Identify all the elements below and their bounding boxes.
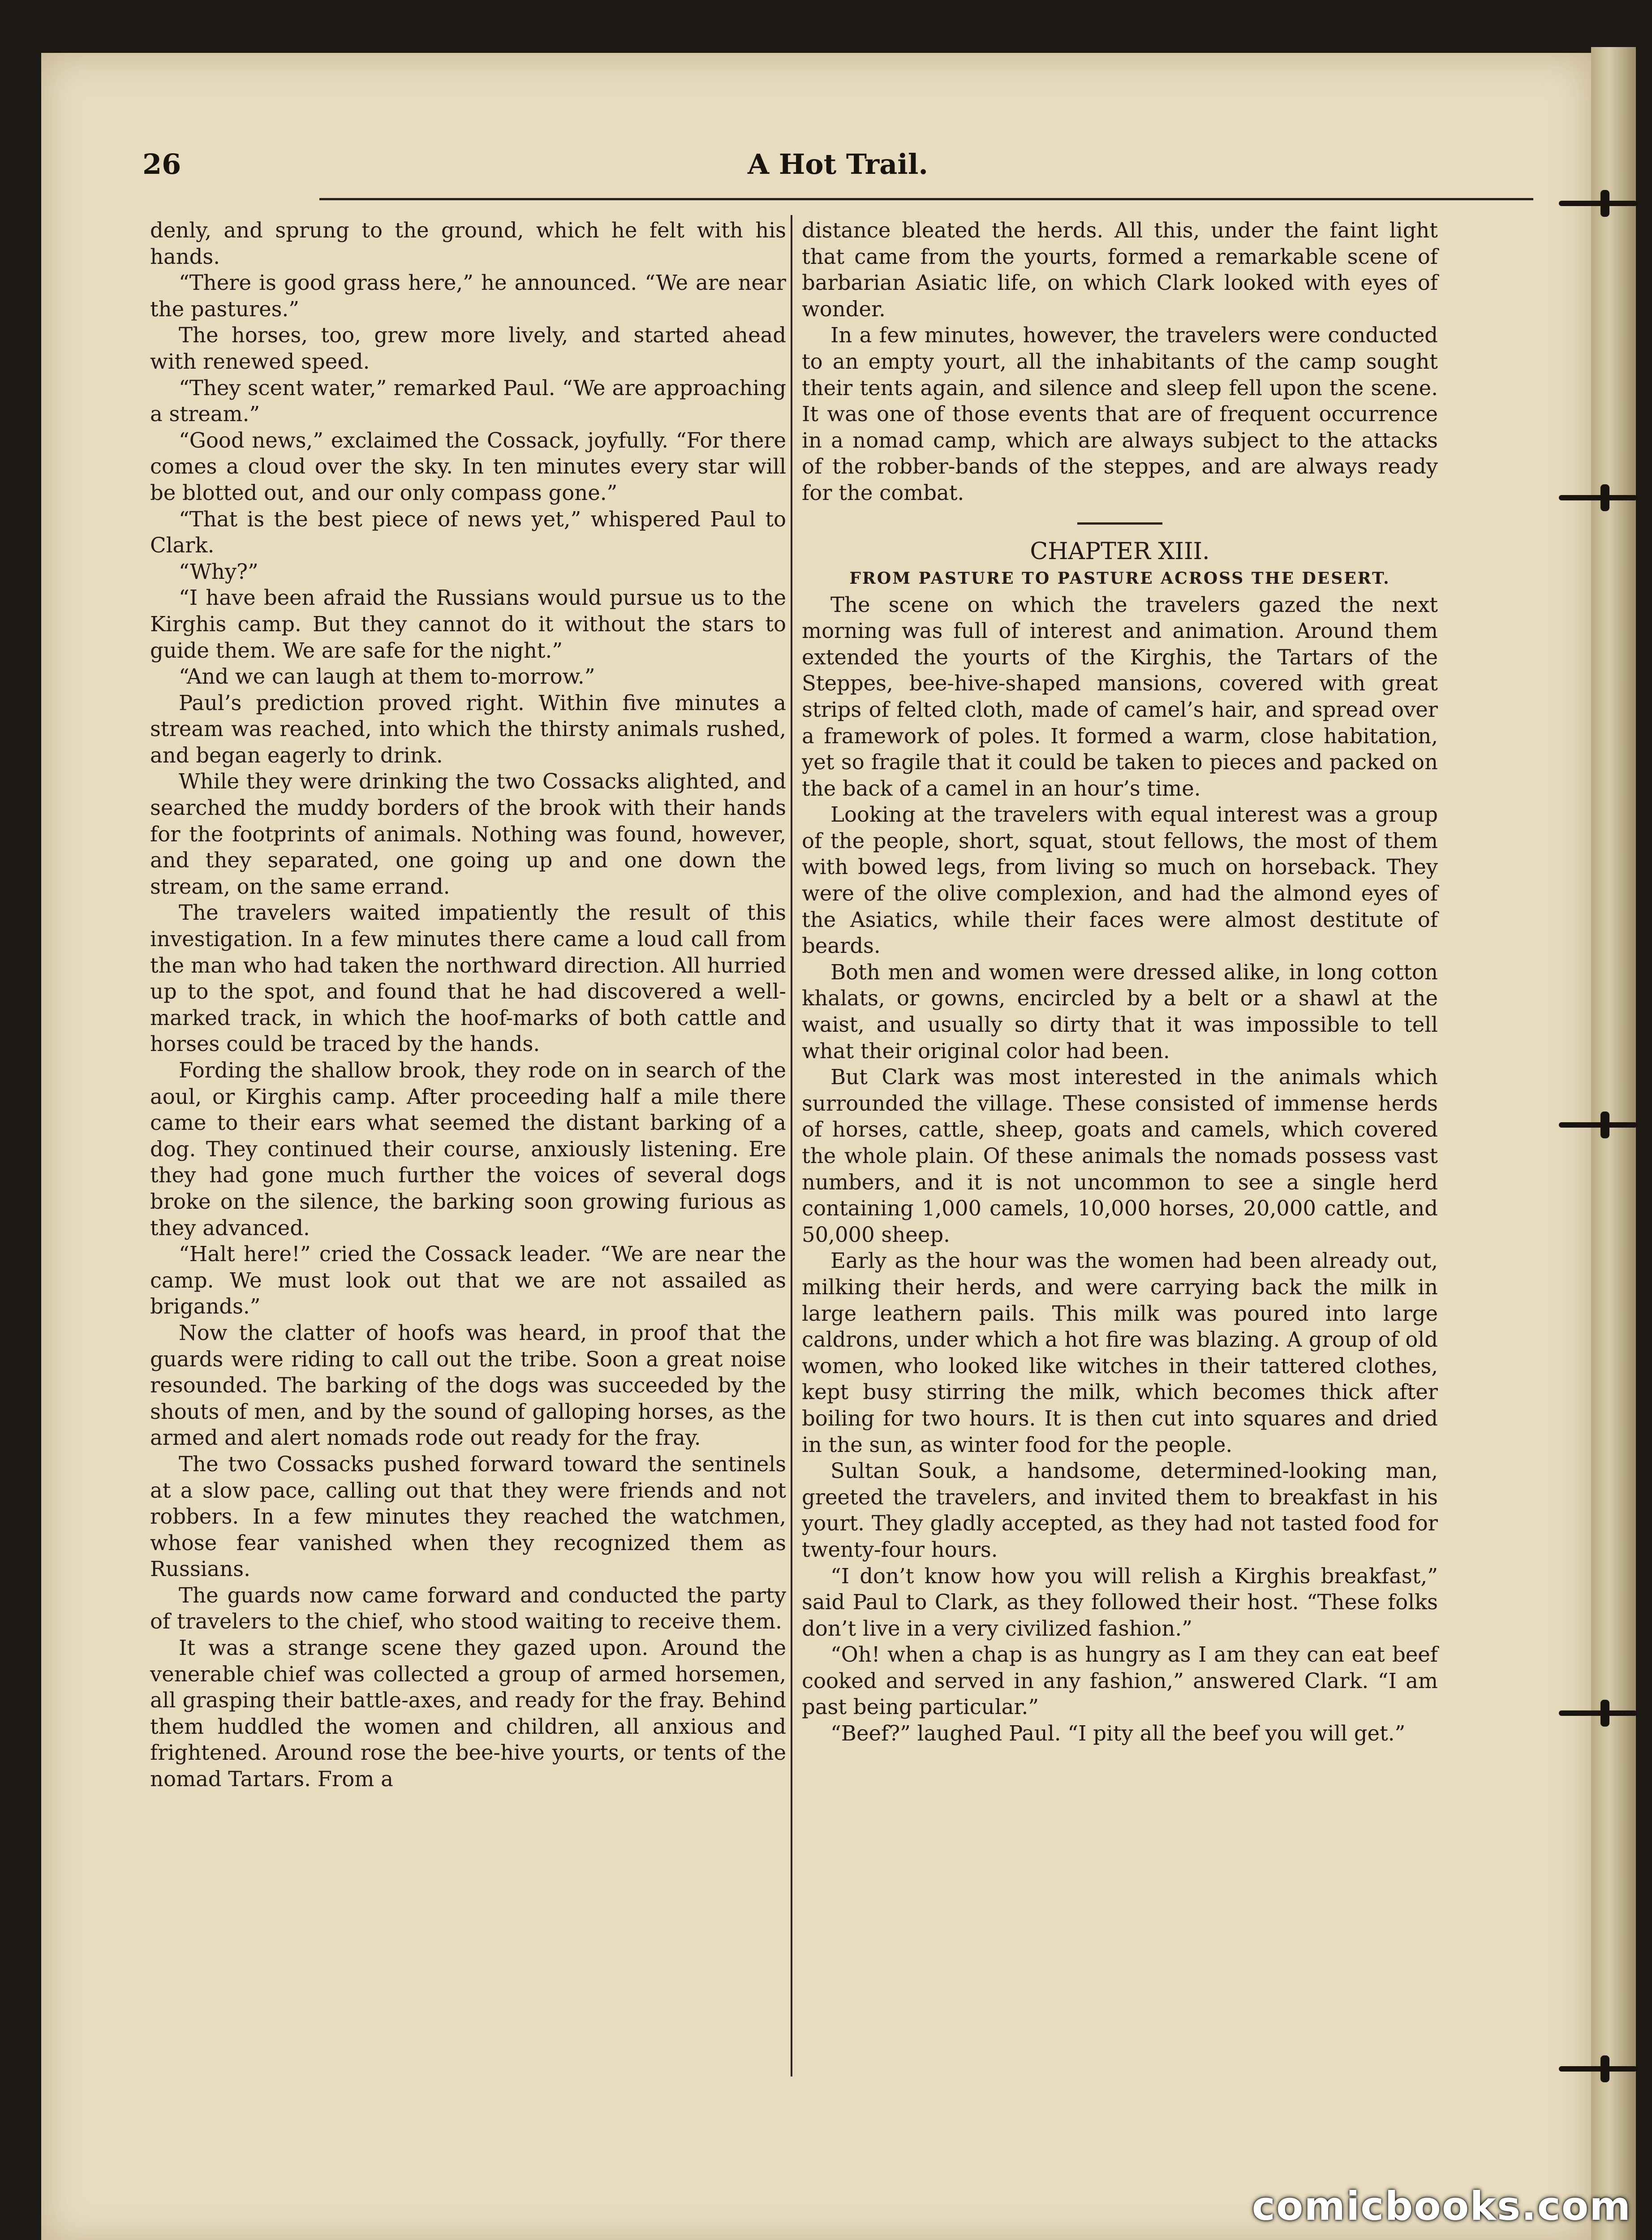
paragraph: Both men and women were dressed alike, in long cotton khalats, or gowns, encircled by a belt or a shawl at the waist, and usually so dirty that it was impossible to tell what their original color had been.: [802, 960, 1438, 1063]
paragraph: distance bleated the herds. All this, under the faint light that came from the yourts, formed a remarkable scene of barbarian Asiatic life, on which Clark looked with eyes of wonder.: [802, 218, 1438, 321]
paragraph: Fording the shallow brook, they rode on in search of the aoul, or Kirghis camp. After proceeding half a mile there came to their ears what seemed the distant barking of a dog. They continued their course, anxiously listening. Ere they had gone much further the voices of several dogs broke on the silence, the barking soon growing furious as they advanced.: [150, 1058, 786, 1240]
paragraph: In a few minutes, however, the travelers were conducted to an empty yourt, all the inhabitants of the camp sought their tents again, and silence and sleep fell upon the scene. It was one of those events that are of frequent occurrence in a nomad camp, which are always subject to the attacks of the robber-bands of the steppes, and are always ready for the combat.: [802, 323, 1438, 505]
left-column: [150, 217, 786, 1792]
staple: [1559, 201, 1637, 206]
paragraph: “Oh! when a chap is as hungry as I am they can eat beef cooked and served in any fashion,” answered Clark. “I am past being particular.”: [802, 1642, 1438, 1719]
paragraph: Early as the hour was the women had been already out, milking their herds, and were carrying back the milk in large leathern pails. This milk was poured into large caldrons, under which a hot fire was blazing. A group of old women, who looked like witches in their tattered clothes, kept busy stirring the milk, which becomes thick after boiling for two hours. It is then cut into squares and dried in the sun, as winter food for the people.: [802, 1249, 1438, 1457]
paragraph: Looking at the travelers with equal interest was a group of the people, short, squat, stout fellows, the most of them with bowed legs, from living so much on horseback. They were of the olive complexion, and had the almond eyes of the Asiatics, while their faces were almost destitute of beards.: [802, 802, 1438, 958]
page-header: [142, 143, 1533, 202]
staple: [1559, 1710, 1637, 1716]
staple: [1559, 2066, 1637, 2072]
paragraph: The horses, too, grew more lively, and started ahead with renewed speed.: [150, 323, 786, 374]
paragraph: “Good news,” exclaimed the Cossack, joyfully. “For there comes a cloud over the sky. In ten minutes every star will be blotted out, and our only compass gone.”: [150, 428, 786, 505]
paragraph: “I have been afraid the Russians would pursue us to the Kirghis camp. But they cannot do it without the stars to guide them. We are safe for the night.”: [150, 586, 786, 663]
paragraph: denly, and sprung to the ground, which he felt with his hands.: [150, 218, 786, 269]
staple: [1559, 1122, 1637, 1128]
paragraph: But Clark was most interested in the animals which surrounded the village. These consisted of immense herds of horses, cattle, sheep, goats and camels, which covered the whole plain. Of these animals the nomads possess vast numbers, and it is not uncommon to see a single herd containing 1,000 camels, 10,000 horses, 20,000 cattle, and 50,000 sheep.: [802, 1065, 1438, 1247]
paragraph: The guards now came forward and conducted the party of travelers to the chief, who stood waiting to receive them.: [150, 1583, 786, 1634]
paragraph: It was a strange scene they gazed upon. Around the venerable chief was collected a group of armed horsemen, all grasping their battle-axes, and ready for the fray. Behind them huddled the women and children, all anxious and frightened. Around rose the bee-hive yourts, or tents of the nomad Tartars. From a: [150, 1636, 786, 1792]
paragraph: “I don’t know how you will relish a Kirghis breakfast,” said Paul to Clark, as they followed their host. “These folks don’t live in a very civilized fashion.”: [802, 1564, 1438, 1641]
paragraph: “Why?”: [179, 559, 258, 584]
right-column-top: [802, 217, 1438, 506]
right-column-bottom: [802, 592, 1438, 1747]
chapter-subtitle: FROM PASTURE TO PASTURE ACROSS THE DESERT.: [849, 569, 1390, 588]
paragraph: “Halt here!” cried the Cossack leader. “We are near the camp. We must look out that we are not assailed as brigands.”: [150, 1242, 786, 1319]
right-column: [802, 217, 1438, 1747]
paragraph: Now the clatter of hoofs was heard, in proof that the guards were riding to call out the tribe. Soon a great noise resounded. The barking of the dogs was succeeded by the shouts of men, and by the sound of galloping horses, as the armed and alert nomads rode out ready for the fray.: [150, 1320, 786, 1450]
staple: [1559, 495, 1637, 500]
header-rule: [319, 198, 1533, 200]
paragraph: While they were drinking the two Cossacks alighted, and searched the muddy borders of the brook with their hands for the footprints of animals. Nothing was found, however, and they separated, one going up and one down the stream, on the same errand.: [150, 769, 786, 899]
page-edge: [1591, 47, 1636, 2240]
paragraph: Sultan Souk, a handsome, determined-looking man, greeted the travelers, and invited them to breakfast in his yourt. They gladly accepted, as they had not tasted food for twenty-four hours.: [802, 1459, 1438, 1562]
paragraph: “Beef?” laughed Paul. “I pity all the beef you will get.”: [830, 1721, 1406, 1746]
watermark: comicbooks.com: [1252, 2183, 1631, 2229]
paragraph: The scene on which the travelers gazed the next morning was full of interest and animation. Around them extended the yourts of the Kirghis, the Tartars of the Steppes, bee-hive-shaped mansions, covered with great strips of felted cloth, made of camel’s hair, and spread over a framework of poles. It formed a warm, close habitation, yet so fragile that it could be taken to pieces and packed on the back of a camel in an hour’s time.: [802, 592, 1438, 801]
paragraph: “There is good grass here,” he announced. “We are near the pastures.”: [150, 271, 786, 321]
paragraph: The travelers waited impatiently the result of this investigation. In a few minutes there came a loud call from the man who had taken the northward direction. All hurried up to the spot, and found that he had discovered a well-marked track, in which the hoof-marks of both cattle and horses could be traced by the hands.: [150, 900, 786, 1056]
paragraph: Paul’s prediction proved right. Within five minutes a stream was reached, into which the thirsty animals rushed, and began eagerly to drink.: [150, 690, 786, 767]
paragraph: “They scent water,” remarked Paul. “We are approaching a stream.”: [150, 375, 786, 426]
chapter-rule: [1077, 522, 1162, 525]
chapter-title: CHAPTER XIII.: [1030, 538, 1210, 565]
paragraph: “That is the best piece of news yet,” whispered Paul to Clark.: [150, 507, 786, 558]
running-title: A Hot Trail.: [748, 148, 928, 181]
column-divider: [791, 215, 792, 2076]
page-number: 26: [142, 148, 181, 181]
paragraph: The two Cossacks pushed forward toward the sentinels at a slow pace, calling out that they were friends and not robbers. In a few minutes they reached the watchmen, whose fear vanished when they recognized them as Russians.: [150, 1452, 786, 1581]
paragraph: “And we can laugh at them to-morrow.”: [179, 664, 595, 689]
